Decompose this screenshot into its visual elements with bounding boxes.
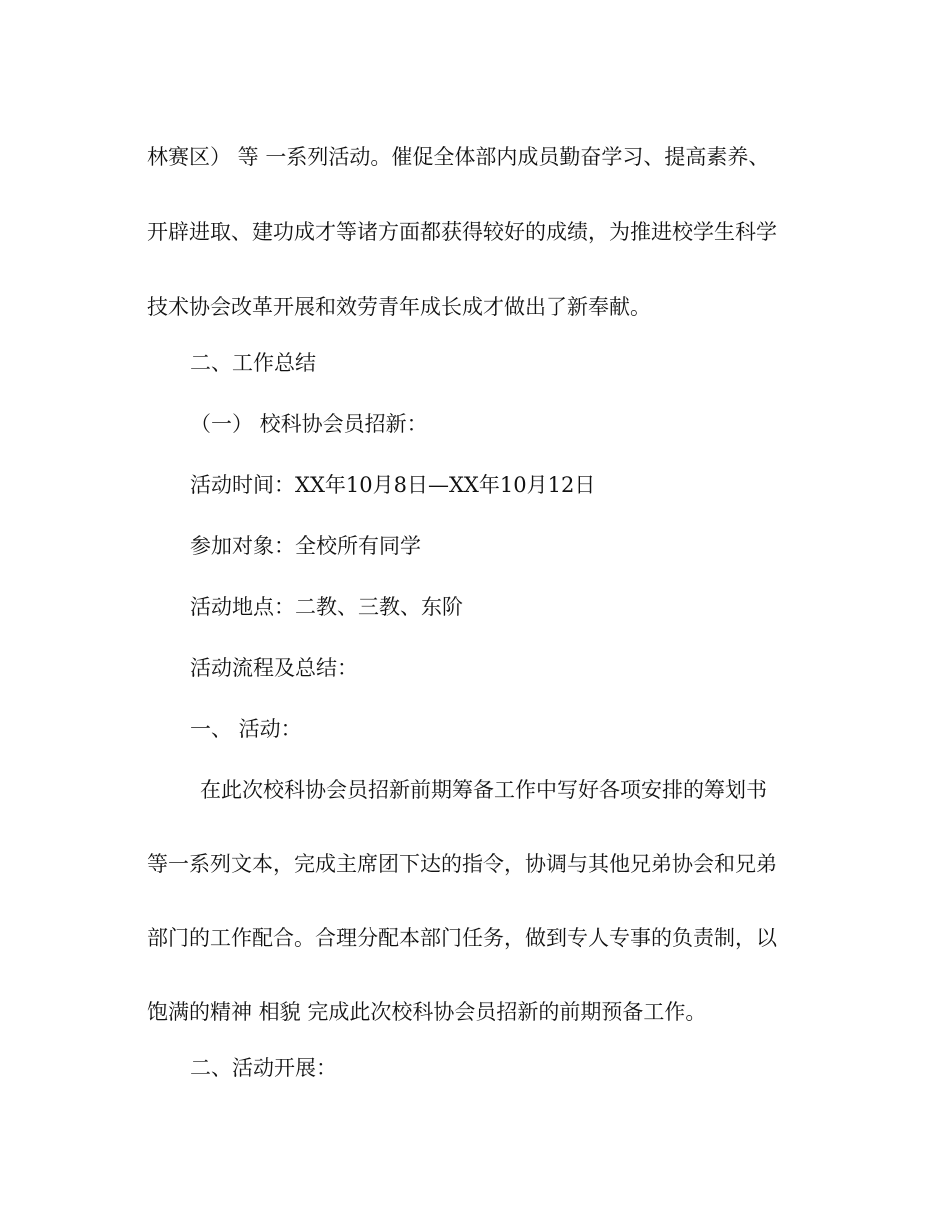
participants: 参加对象：全校所有同学 (190, 534, 421, 558)
activity-location: 活动地点：二教、三教、东阶 (190, 595, 463, 619)
activity-time: 活动时间：XX年10月8日—XX年10月12日 (190, 473, 596, 497)
paragraph-line-3: 技术协会改革开展和效劳青年成长成才做出了新奉献。 (147, 295, 651, 319)
paragraph-line-5: 等一系列文本，完成主席团下达的指令，协调与其他兄弟协会和兄弟 (147, 852, 777, 876)
paragraph-line-4: 在此次校科协会员招新前期筹备工作中写好各项安排的筹划书 (200, 778, 767, 802)
item-two-heading: 二、活动开展： (190, 1056, 337, 1080)
paragraph-line-1: 林赛区） 等 一系列活动。催促全体部内成员勤奋学习、提高素养、 (147, 145, 770, 169)
activity-process-heading: 活动流程及总结： (190, 656, 358, 680)
item-one-heading: 一、 活动： (190, 717, 302, 741)
paragraph-line-7: 饱满的精神 相貌 完成此次校科协会员招新的前期预备工作。 (147, 1000, 707, 1024)
subsection-heading-recruitment: （一） 校科协会员招新： (190, 412, 428, 436)
paragraph-line-2: 开辟进取、建功成才等诸方面都获得较好的成绩，为推进校学生科学 (147, 220, 777, 244)
section-heading-work-summary: 二、工作总结 (190, 351, 316, 375)
paragraph-line-6: 部门的工作配合。合理分配本部门任务，做到专人专事的负责制，以 (147, 926, 777, 950)
